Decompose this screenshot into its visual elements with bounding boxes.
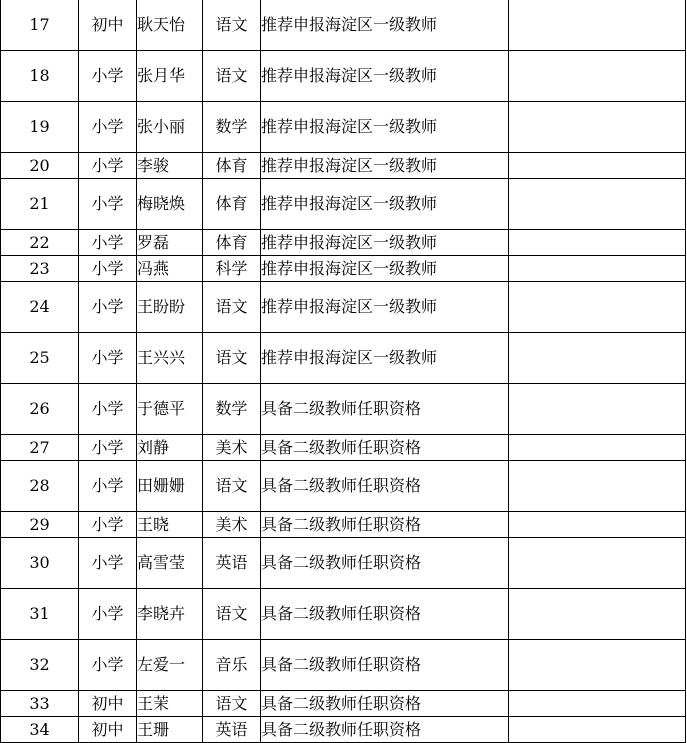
subject: 数学 — [203, 102, 261, 153]
school-level: 小学 — [79, 512, 137, 538]
subject: 语文 — [203, 691, 261, 717]
teacher-name: 李骏 — [137, 153, 203, 179]
remarks-cell — [509, 51, 686, 102]
table-row — [1, 512, 686, 538]
school-level: 小学 — [79, 589, 137, 640]
qualification: 具备二级教师任职资格 — [261, 589, 509, 640]
school-level: 小学 — [79, 230, 137, 256]
row-number: 19 — [1, 102, 79, 153]
qualification: 具备二级教师任职资格 — [261, 512, 509, 538]
qualification: 推荐申报海淀区一级教师 — [261, 333, 509, 384]
qualification: 具备二级教师任职资格 — [261, 461, 509, 512]
qualification: 具备二级教师任职资格 — [261, 717, 509, 743]
row-number: 21 — [1, 179, 79, 230]
subject: 语文 — [203, 282, 261, 333]
remarks-cell — [509, 640, 686, 691]
row-number: 26 — [1, 384, 79, 435]
qualification: 推荐申报海淀区一级教师 — [261, 256, 509, 282]
teacher-name: 高雪莹 — [137, 538, 203, 589]
school-level: 小学 — [79, 282, 137, 333]
subject: 音乐 — [203, 640, 261, 691]
qualification: 推荐申报海淀区一级教师 — [261, 102, 509, 153]
remarks-cell — [509, 512, 686, 538]
table-row — [1, 461, 686, 512]
teacher-name: 张月华 — [137, 51, 203, 102]
table-row — [1, 589, 686, 640]
qualification: 推荐申报海淀区一级教师 — [261, 179, 509, 230]
teacher-name: 田姗姗 — [137, 461, 203, 512]
remarks-cell — [509, 179, 686, 230]
school-level: 小学 — [79, 153, 137, 179]
school-level: 初中 — [79, 0, 137, 51]
remarks-cell — [509, 461, 686, 512]
row-number: 27 — [1, 435, 79, 461]
teacher-name: 冯燕 — [137, 256, 203, 282]
teacher-name: 王晓 — [137, 512, 203, 538]
school-level: 小学 — [79, 333, 137, 384]
table-row — [1, 282, 686, 333]
teacher-name: 于德平 — [137, 384, 203, 435]
row-number: 20 — [1, 153, 79, 179]
teacher-name: 王茉 — [137, 691, 203, 717]
subject: 科学 — [203, 256, 261, 282]
row-number: 30 — [1, 538, 79, 589]
teacher-name: 耿天怡 — [137, 0, 203, 51]
row-number: 23 — [1, 256, 79, 282]
remarks-cell — [509, 589, 686, 640]
remarks-cell — [509, 717, 686, 743]
subject: 英语 — [203, 717, 261, 743]
teacher-name: 王兴兴 — [137, 333, 203, 384]
row-number: 29 — [1, 512, 79, 538]
qualification: 推荐申报海淀区一级教师 — [261, 230, 509, 256]
school-level: 小学 — [79, 640, 137, 691]
table-row — [1, 0, 686, 51]
subject: 数学 — [203, 384, 261, 435]
school-level: 小学 — [79, 461, 137, 512]
school-level: 小学 — [79, 256, 137, 282]
remarks-cell — [509, 333, 686, 384]
row-number: 33 — [1, 691, 79, 717]
subject: 美术 — [203, 512, 261, 538]
school-level: 初中 — [79, 691, 137, 717]
subject: 语文 — [203, 0, 261, 51]
row-number: 32 — [1, 640, 79, 691]
remarks-cell — [509, 153, 686, 179]
subject: 语文 — [203, 589, 261, 640]
row-number: 31 — [1, 589, 79, 640]
teacher-name: 王珊 — [137, 717, 203, 743]
remarks-cell — [509, 435, 686, 461]
remarks-cell — [509, 256, 686, 282]
teacher-name: 梅晓焕 — [137, 179, 203, 230]
subject: 体育 — [203, 153, 261, 179]
remarks-cell — [509, 0, 686, 51]
teacher-name: 李晓卉 — [137, 589, 203, 640]
table-row — [1, 538, 686, 589]
row-number: 22 — [1, 230, 79, 256]
remarks-cell — [509, 538, 686, 589]
qualification: 推荐申报海淀区一级教师 — [261, 51, 509, 102]
qualification: 具备二级教师任职资格 — [261, 538, 509, 589]
qualification: 推荐申报海淀区一级教师 — [261, 153, 509, 179]
school-level: 小学 — [79, 102, 137, 153]
subject: 语文 — [203, 333, 261, 384]
school-level: 小学 — [79, 51, 137, 102]
remarks-cell — [509, 230, 686, 256]
subject: 语文 — [203, 51, 261, 102]
table-row — [1, 333, 686, 384]
row-number: 25 — [1, 333, 79, 384]
table-row — [1, 153, 686, 179]
teacher-name: 王盼盼 — [137, 282, 203, 333]
table-row — [1, 179, 686, 230]
table-row — [1, 717, 686, 743]
table-row — [1, 256, 686, 282]
row-number: 24 — [1, 282, 79, 333]
table-row — [1, 230, 686, 256]
qualification: 推荐申报海淀区一级教师 — [261, 0, 509, 51]
teacher-name: 左爱一 — [137, 640, 203, 691]
subject: 英语 — [203, 538, 261, 589]
qualification: 推荐申报海淀区一级教师 — [261, 282, 509, 333]
table-row — [1, 435, 686, 461]
table-row — [1, 640, 686, 691]
remarks-cell — [509, 282, 686, 333]
remarks-cell — [509, 691, 686, 717]
qualification: 具备二级教师任职资格 — [261, 640, 509, 691]
school-level: 小学 — [79, 179, 137, 230]
remarks-cell — [509, 102, 686, 153]
table-row — [1, 384, 686, 435]
row-number: 18 — [1, 51, 79, 102]
subject: 体育 — [203, 179, 261, 230]
subject: 体育 — [203, 230, 261, 256]
row-number: 28 — [1, 461, 79, 512]
subject: 语文 — [203, 461, 261, 512]
table-row — [1, 102, 686, 153]
school-level: 小学 — [79, 384, 137, 435]
qualification: 具备二级教师任职资格 — [261, 691, 509, 717]
table-row — [1, 51, 686, 102]
table-row — [1, 691, 686, 717]
school-level: 初中 — [79, 717, 137, 743]
teacher-name: 张小丽 — [137, 102, 203, 153]
subject: 美术 — [203, 435, 261, 461]
row-number: 17 — [1, 0, 79, 51]
teacher-name: 刘静 — [137, 435, 203, 461]
row-number: 34 — [1, 717, 79, 743]
qualification: 具备二级教师任职资格 — [261, 384, 509, 435]
remarks-cell — [509, 384, 686, 435]
teacher-name: 罗磊 — [137, 230, 203, 256]
school-level: 小学 — [79, 538, 137, 589]
school-level: 小学 — [79, 435, 137, 461]
qualification: 具备二级教师任职资格 — [261, 435, 509, 461]
